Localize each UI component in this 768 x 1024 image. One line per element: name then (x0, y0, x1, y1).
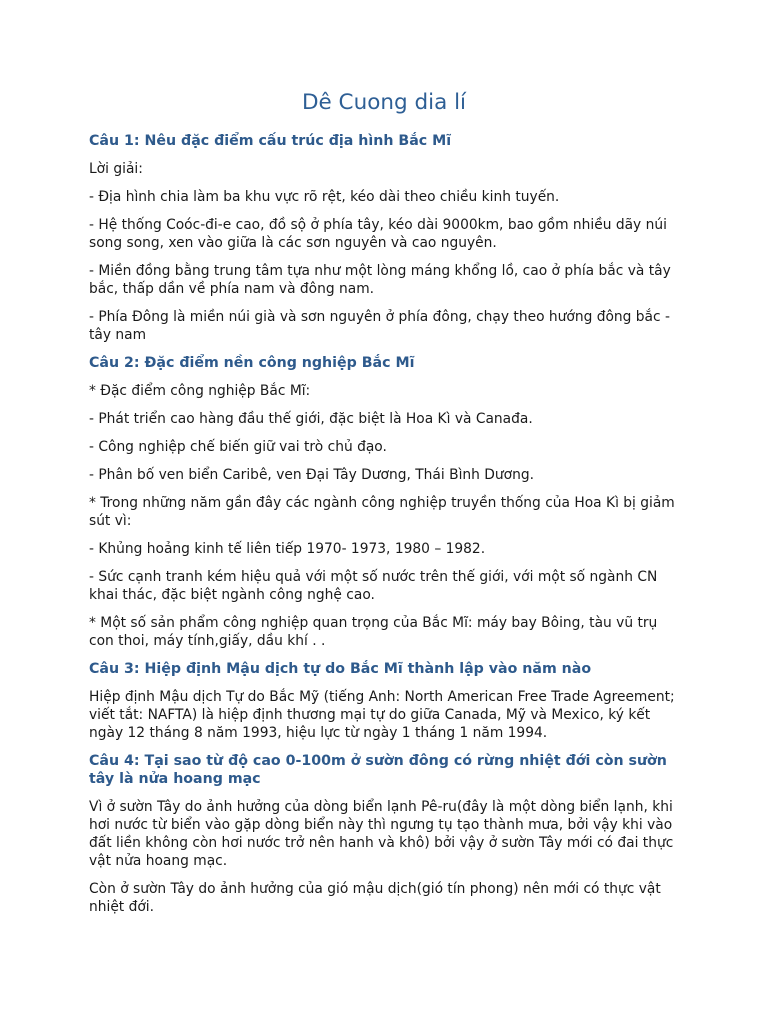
paragraph: Hiệp định Mậu dịch Tự do Bắc Mỹ (tiếng Anh: North American Free Trade Agreement; viết tắt: NAFTA) là hiệp định thương mại tự do giữa Canada, Mỹ và Mexico, ký kết ngày 12 tháng 8 năm 1993, hiệu lực từ ngày 1 tháng 1 năm 1994. (89, 689, 675, 741)
question-heading: Câu 3: Hiệp định Mậu dịch tự do Bắc Mĩ thành lập vào năm nào (89, 661, 592, 677)
paragraph: - Địa hình chia làm ba khu vực rõ rệt, kéo dài theo chiều kinh tuyến. (89, 189, 560, 205)
paragraph: Lời giải: (89, 161, 143, 177)
paragraph: - Hệ thống Coóc-đi-e cao, đồ sộ ở phía tây, kéo dài 9000km, bao gồm nhiều dãy núi song song, xen vào giữa là các sơn nguyên và cao nguyên. (89, 217, 667, 251)
paragraph: * Trong những năm gần đây các ngành công nghiệp truyền thống của Hoa Kì bị giảm sút vì: (89, 495, 675, 529)
paragraph: - Sức cạnh tranh kém hiệu quả với một số nước trên thế giới, với một số ngành CN khai thác, đặc biệt ngành công nghệ cao. (89, 569, 658, 603)
section-q2 (89, 354, 681, 650)
document-title: Dê Cuong dia lí (301, 90, 467, 115)
paragraph: - Phân bố ven biển Caribê, ven Đại Tây Dương, Thái Bình Dương. (89, 467, 534, 483)
paragraph: * Một số sản phẩm công nghiệp quan trọng của Bắc Mĩ: máy bay Bôing, tàu vũ trụ con thoi, máy tính,giấy, dầu khí . . (89, 615, 658, 649)
question-heading: Câu 2: Đặc điểm nền công nghiệp Bắc Mĩ (89, 355, 415, 371)
section-q3 (89, 660, 681, 742)
paragraph: Vì ở sườn Tây do ảnh hưởng của dòng biển lạnh Pê-ru(đây là một dòng biển lạnh, khi hơi nước từ biển vào gặp dòng biển này thì ngưng tụ tạo thành mưa, bởi vậy khi vào đất liền không còn hơi nước trở nên hanh và khô) bởi vậy ở sườn Tây mới có đai thực vật nửa hoang mạc. (89, 799, 674, 869)
document-body (89, 132, 681, 926)
paragraph: - Công nghiệp chế biến giữ vai trò chủ đạo. (89, 439, 387, 455)
question-heading: Câu 4: Tại sao từ độ cao 0-100m ở sườn đông có rừng nhiệt đới còn sườn tây là nửa hoang mạc (89, 753, 667, 787)
paragraph: - Khủng hoảng kinh tế liên tiếp 1970- 1973, 1980 – 1982. (89, 541, 486, 557)
paragraph: - Phía Đông là miền núi già và sơn nguyên ở phía đông, chạy theo hướng đông bắc - tây nam (89, 309, 670, 343)
paragraph: - Phát triển cao hàng đầu thế giới, đặc biệt là Hoa Kì và Canađa. (89, 411, 533, 427)
paragraph: Còn ở sườn Tây do ảnh hưởng của gió mậu dịch(gió tín phong) nên mới có thực vật nhiệt đới. (89, 881, 661, 915)
paragraph: - Miền đồng bằng trung tâm tựa như một lòng máng khổng lồ, cao ở phía bắc và tây bắc, thấp dần về phía nam và đông nam. (89, 263, 671, 297)
section-q1 (89, 132, 681, 344)
section-q4 (89, 752, 681, 916)
question-heading: Câu 1: Nêu đặc điểm cấu trúc địa hình Bắc Mĩ (89, 133, 452, 149)
paragraph: * Đặc điểm công nghiệp Bắc Mĩ: (89, 383, 311, 399)
